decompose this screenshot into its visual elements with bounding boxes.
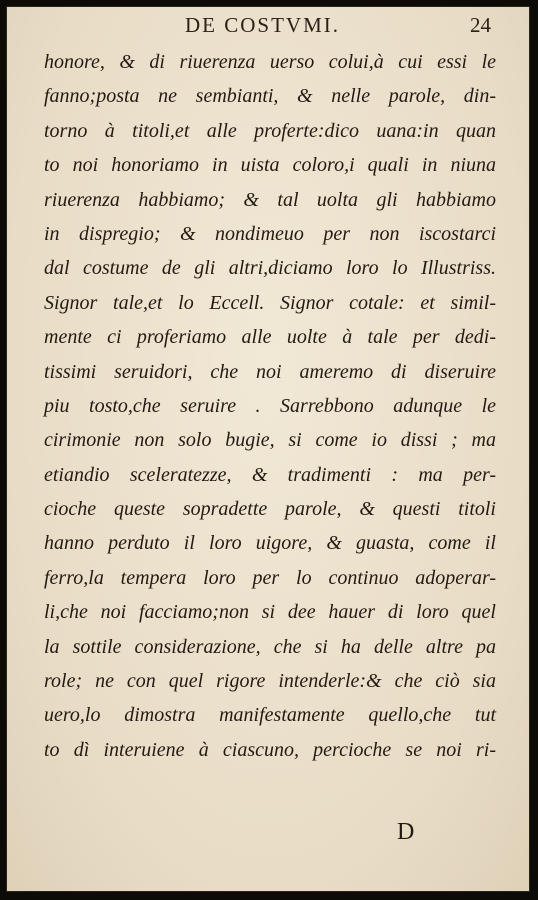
text-line: role; ne con quel rigore intenderle:& che ciò sia bbox=[44, 670, 496, 693]
text-line: li,che noi facciamo;non si dee hauer di loro quel bbox=[44, 601, 496, 624]
text-line: cirimonie non solo bugie, si come io dissi ; ma bbox=[44, 429, 496, 452]
body-text bbox=[44, 45, 496, 767]
text-line: dal costume de gli altri,diciamo loro lo Illustriss. bbox=[44, 257, 496, 280]
text-line: mente ci proferiamo alle uolte à tale per dedi- bbox=[44, 326, 496, 349]
text-line: riuerenza habbiamo; & tal uolta gli habbiamo bbox=[44, 188, 496, 211]
text-line: to dì interuiene à ciascuno, percioche se noi ri- bbox=[44, 738, 496, 761]
text-line: la sottile considerazione, che si ha delle altre pa bbox=[44, 635, 496, 658]
text-line: Signor tale,et lo Eccell. Signor cotale: et simil- bbox=[44, 291, 496, 314]
text-line: etiandio sceleratezze, & tradimenti : ma per- bbox=[44, 463, 496, 486]
text-line: fanno;posta ne sembianti, & nelle parole, din- bbox=[44, 85, 496, 108]
page-number: 24 bbox=[470, 13, 491, 37]
text-line: torno à titoli,et alle proferte:dico uana:in quan bbox=[44, 119, 496, 142]
text-line: uero,lo dimostra manifestamente quello,che tut bbox=[44, 704, 496, 727]
running-head-title: DE COSTVMI. bbox=[185, 13, 341, 37]
book-page bbox=[6, 6, 530, 892]
text-line: tissimi seruidori, che noi ameremo di diseruire bbox=[44, 360, 496, 383]
text-line: hanno perduto il loro uigore, & guasta, come il bbox=[44, 532, 496, 555]
text-line: piu tosto,che seruire . Sarrebbono adunque le bbox=[44, 394, 496, 417]
text-line: ferro,la tempera loro per lo continuo adoperar- bbox=[44, 566, 496, 589]
signature-mark: D bbox=[397, 819, 415, 845]
text-line: honore, & di riuerenza uerso colui,à cui essi le bbox=[44, 51, 496, 73]
text-line: to noi honoriamo in uista coloro,i quali in niuna bbox=[44, 154, 496, 177]
text-line: cioche queste sopradette parole, & questi titoli bbox=[44, 498, 496, 521]
running-head bbox=[7, 13, 529, 39]
text-line: in dispregio; & nondimeuo per non iscostarci bbox=[44, 222, 496, 245]
